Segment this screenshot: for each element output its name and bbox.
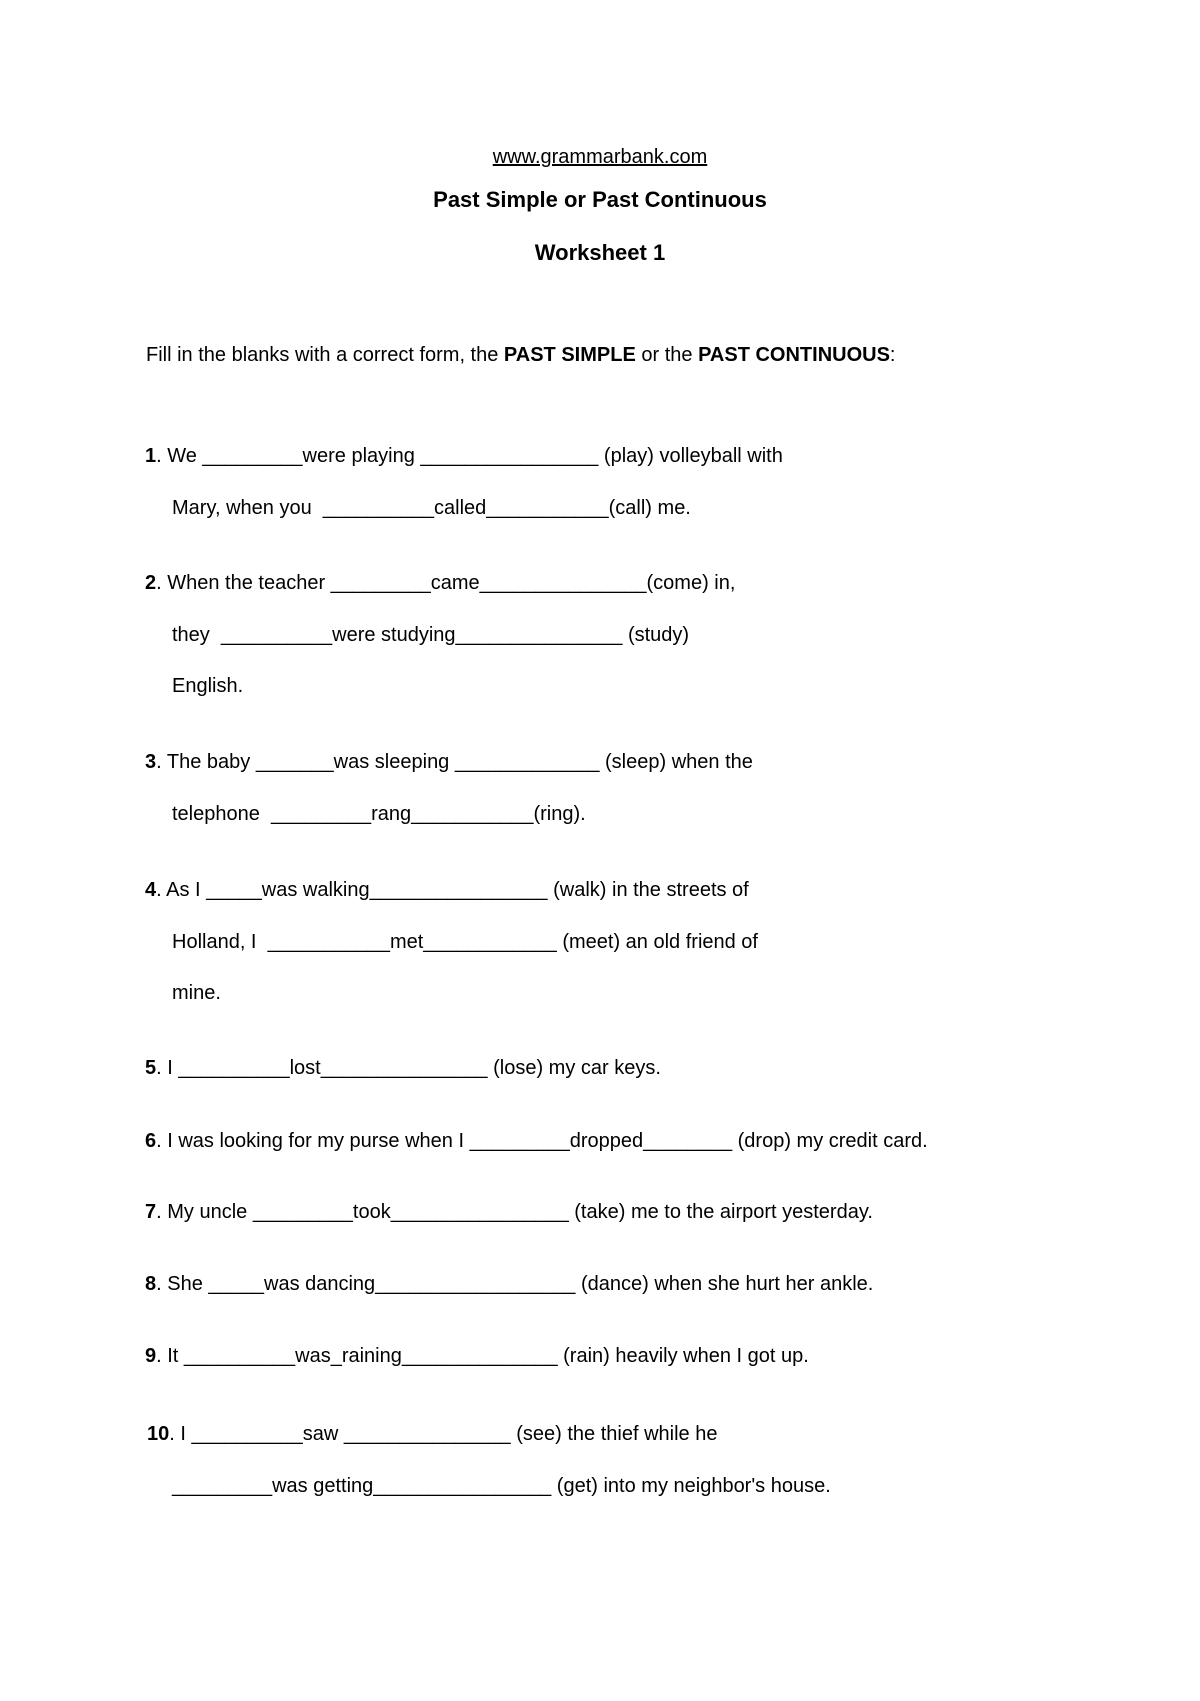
site-url-link[interactable]: www.grammarbank.com <box>492 146 708 168</box>
exercise-7-line-1 <box>145 1200 873 1224</box>
exercise-number: 3 <box>145 751 157 773</box>
exercise-3-line-2: telephone _________rang___________(ring). <box>172 803 586 825</box>
instructions-term-past-continuous: PAST CONTINUOUS <box>698 344 890 366</box>
exercise-4-line-2: Holland, I ___________met____________ (meet) an old friend of <box>172 931 758 953</box>
exercise-text: . It __________was_raining______________ (rain) heavily when I got up. <box>156 1345 809 1367</box>
instructions-term-past-simple: PAST SIMPLE <box>503 344 636 366</box>
exercise-6-line-1 <box>145 1129 928 1153</box>
exercise-number: 1 <box>145 445 157 467</box>
exercise-2-line-1 <box>145 571 735 595</box>
worksheet-subtitle: Worksheet 1 <box>534 240 666 265</box>
exercise-3-line-1 <box>145 750 753 774</box>
exercise-text: . As I _____was walking________________ (walk) in the streets of <box>156 879 749 901</box>
exercise-1-line-1 <box>145 444 783 468</box>
exercise-number: 10 <box>147 1423 170 1445</box>
exercise-text: . I __________saw _______________ (see) the thief while he <box>169 1423 718 1445</box>
exercise-number: 4 <box>145 879 157 901</box>
exercise-10-line-1 <box>147 1422 717 1446</box>
exercise-text: . The baby _______was sleeping _____________ (sleep) when the <box>156 751 753 773</box>
exercise-text: . My uncle _________took________________ (take) me to the airport yesterday. <box>156 1201 873 1223</box>
instructions-suffix: : <box>889 344 896 366</box>
exercise-2-line-3: English. <box>172 675 244 697</box>
exercise-number: 5 <box>145 1057 157 1079</box>
exercise-4-line-1 <box>145 878 749 902</box>
exercise-text: . We _________were playing ________________ (play) volleyball with <box>156 445 783 467</box>
exercise-text: . She _____was dancing__________________ (dance) when she hurt her ankle. <box>156 1273 874 1295</box>
exercise-2-line-2: they __________were studying_______________ (study) <box>172 624 690 646</box>
exercise-10-line-2: _________was getting________________ (get) into my neighbor's house. <box>172 1475 831 1497</box>
exercise-number: 2 <box>145 572 157 594</box>
exercise-4-line-3: mine. <box>172 982 221 1004</box>
exercise-number: 7 <box>145 1201 157 1223</box>
exercise-text: . When the teacher _________came_______________(come) in, <box>156 572 736 594</box>
exercise-1-line-2: Mary, when you __________called___________(call) me. <box>172 497 691 519</box>
instructions-middle: or the <box>635 344 699 366</box>
exercise-number: 9 <box>145 1345 157 1367</box>
exercise-text: . I was looking for my purse when I _________dropped________ (drop) my credit card. <box>156 1130 928 1152</box>
exercise-5-line-1 <box>145 1056 661 1080</box>
worksheet-title: Past Simple or Past Continuous <box>433 187 767 212</box>
instructions-prefix: Fill in the blanks with a correct form, the <box>146 344 504 366</box>
exercise-8-line-1 <box>145 1272 873 1296</box>
exercise-9-line-1 <box>145 1344 809 1368</box>
instructions <box>146 343 895 367</box>
exercise-number: 6 <box>145 1130 157 1152</box>
exercise-number: 8 <box>145 1273 157 1295</box>
exercise-text: . I __________lost_______________ (lose) my car keys. <box>156 1057 661 1079</box>
